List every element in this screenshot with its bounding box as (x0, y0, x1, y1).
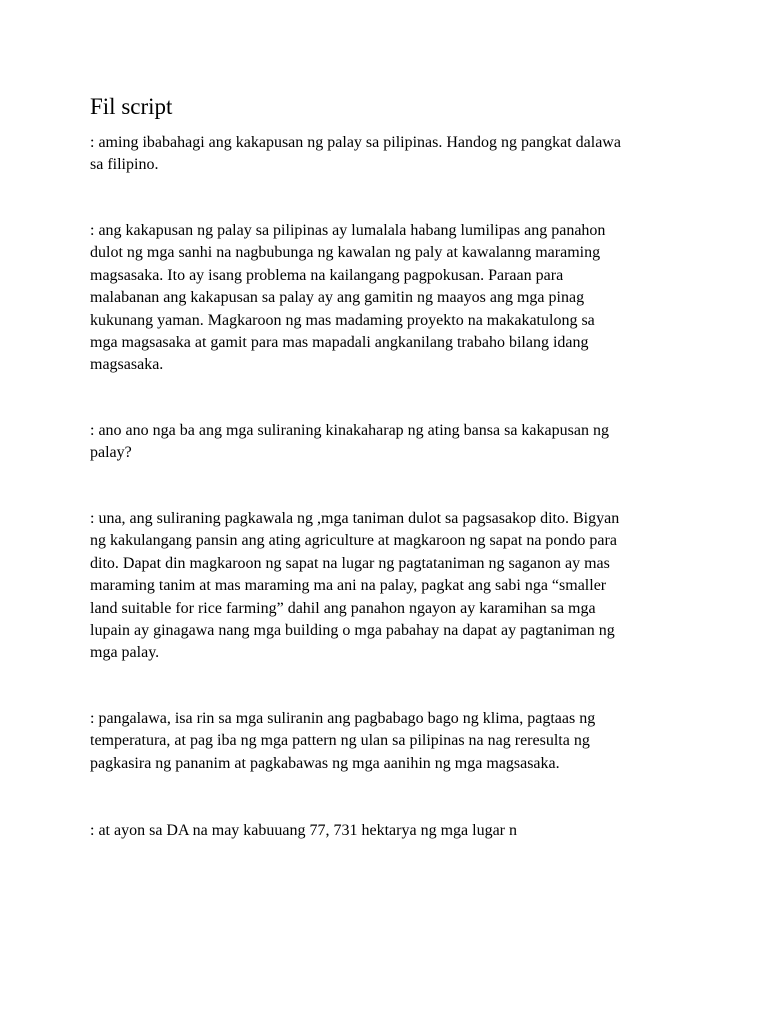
paragraph-line: mga magsasaka at gamit para mas mapadali angkanilang trabaho bilang idang (90, 334, 589, 352)
paragraph-line: dulot ng mga sanhi na nagbubunga ng kawalan ng paly at kawalanng maraming (90, 244, 601, 262)
paragraph (90, 420, 690, 465)
paragraph-line: land suitable for rice farming” dahil ang panahon ngayon ay karamihan sa mga (90, 599, 596, 617)
paragraph (90, 220, 690, 377)
paragraph (90, 508, 690, 665)
paragraph-line: lupain ay ginagawa nang mga building o mga pabahay na dapat ay pagtaniman ng (90, 622, 615, 640)
paragraph-line: : una, ang suliraning pagkawala ng ,mga taniman dulot sa pagsasakop dito. Bigyan (90, 510, 620, 527)
paragraph-line: : ano ano nga ba ang mga suliraning kinakaharap ng ating bansa sa kakapusan ng (90, 422, 609, 439)
paragraph-line: : ang kakapusan ng palay sa pilipinas ay lumalala habang lumilipas ang panahon (90, 222, 606, 239)
paragraph (90, 132, 690, 177)
paragraph (90, 820, 690, 842)
paragraph-line: magsasaka. (90, 356, 164, 374)
paragraph-line: maraming tanim at mas maraming ma ani na palay, pagkat ang sabi nga “smaller (90, 577, 607, 595)
paragraph-line: : pangalawa, isa rin sa mga suliranin ang pagbabago bago ng klima, pagtaas ng (90, 710, 596, 727)
document-title: Fil script (90, 94, 173, 119)
paragraph-line: kukunang yaman. Magkaroon ng mas madaming proyekto na makakatulong sa (90, 311, 595, 329)
paragraph-line: ng kakulangang pansin ang ating agriculture at magkaroon ng sapat na pondo para (90, 532, 617, 550)
paragraph-line: magsasaka. Ito ay isang problema na kailangang pagpokusan. Paraan para (90, 266, 564, 284)
paragraph-line: malabanan ang kakapusan sa palay ay ang gamitin ng maayos ang mga pinag (90, 289, 585, 307)
paragraph-line: temperatura, at pag iba ng mga pattern ng ulan sa pilipinas na nag reresulta ng (90, 732, 590, 750)
paragraph-line: : aming ibabahagi ang kakapusan ng palay sa pilipinas. Handog ng pangkat dalawa (90, 134, 621, 151)
paragraph-line: sa filipino. (90, 156, 159, 174)
paragraph-line: mga palay. (90, 644, 160, 662)
paragraph-line: palay? (90, 444, 132, 462)
paragraph-line: : at ayon sa DA na may kabuuang 77, 731 hektarya ng mga lugar n (90, 822, 517, 839)
paragraph-line: pagkasira ng pananim at pagkabawas ng mga aanihin ng mga magsasaka. (90, 754, 560, 772)
paragraph-line: dito. Dapat din magkaroon ng sapat na lugar ng pagtataniman ng saganon ay mas (90, 554, 610, 572)
paragraph (90, 708, 690, 775)
